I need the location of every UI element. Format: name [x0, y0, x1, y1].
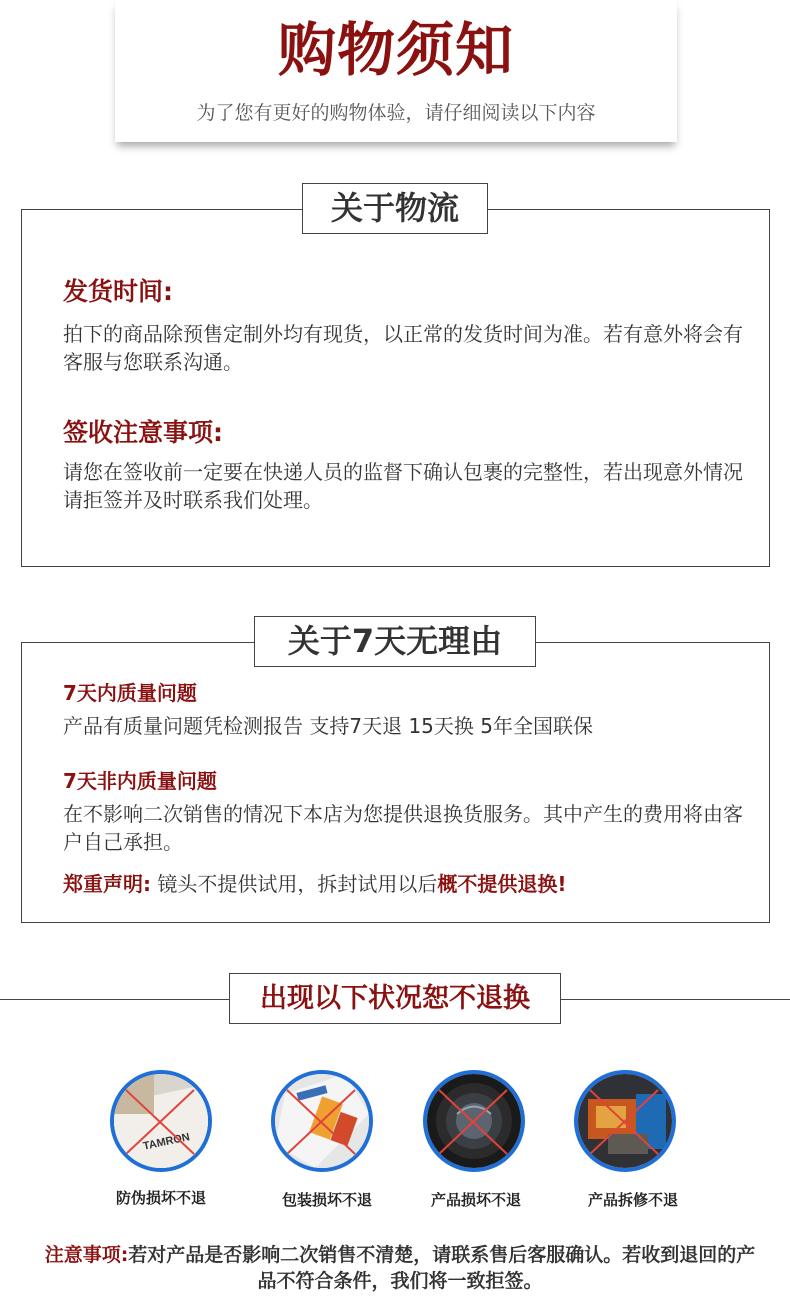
- final-note-label: 注意事项:: [44, 1244, 129, 1266]
- statement-label: 郑重声明:: [63, 872, 151, 896]
- returns-title: 关于7天无理由: [254, 616, 536, 667]
- header-card: [115, 0, 677, 142]
- page-subtitle: 为了您有更好的购物体验，请仔细阅读以下内容: [196, 102, 596, 124]
- sign-text: 请您在签收前一定要在快递人员的监督下确认包裹的完整性，若出现意外情况请拒签并及时联系我们处理。: [63, 460, 743, 512]
- statement-text: 镜头不提供试用，拆封试用以后: [157, 872, 438, 896]
- caption-disassembled: 产品拆修不退: [587, 1191, 678, 1209]
- damaged-packaging-icon: [271, 1070, 373, 1172]
- non-quality-text: 在不影响二次销售的情况下本店为您提供退换货服务。其中产生的费用将由客户自己承担。: [63, 802, 743, 854]
- ship-time-heading: 发货时间:: [63, 277, 173, 306]
- final-note: [40, 1242, 760, 1294]
- damaged-anti-counterfeit-label-icon: [110, 1070, 212, 1172]
- quality-heading: 7天内质量问题: [63, 681, 197, 705]
- ship-time-text: 拍下的商品除预售定制外均有现货，以正常的发货时间为准。若有意外将会有客服与您联系沟通。: [63, 322, 743, 374]
- statement-emphasis: 概不提供退换!: [437, 872, 567, 896]
- damaged-lens-icon: [423, 1070, 525, 1172]
- logistics-title: 关于物流: [302, 183, 488, 234]
- disassembled-product-icon: [574, 1070, 676, 1172]
- tamron-label: TAMRON: [141, 1131, 191, 1153]
- statement-line: [63, 870, 566, 898]
- quality-text: 产品有质量问题凭检测报告 支持7天退 15天换 5年全国联保: [63, 714, 593, 738]
- sign-heading: 签收注意事项:: [63, 418, 223, 447]
- non-quality-heading: 7天非内质量问题: [63, 769, 217, 793]
- final-note-text: 若对产品是否影响二次销售不清楚，请联系售后客服确认。若收到退回的产品不符合条件，我们将一致拒签。: [128, 1244, 756, 1292]
- page-title: 购物须知: [277, 16, 514, 84]
- no-return-title: 出现以下状况恕不退换: [229, 973, 561, 1024]
- caption-packaging: 包装损坏不退: [281, 1191, 372, 1209]
- caption-anti-counterfeit: 防伪损坏不退: [115, 1189, 206, 1207]
- caption-product: 产品损坏不退: [430, 1191, 521, 1209]
